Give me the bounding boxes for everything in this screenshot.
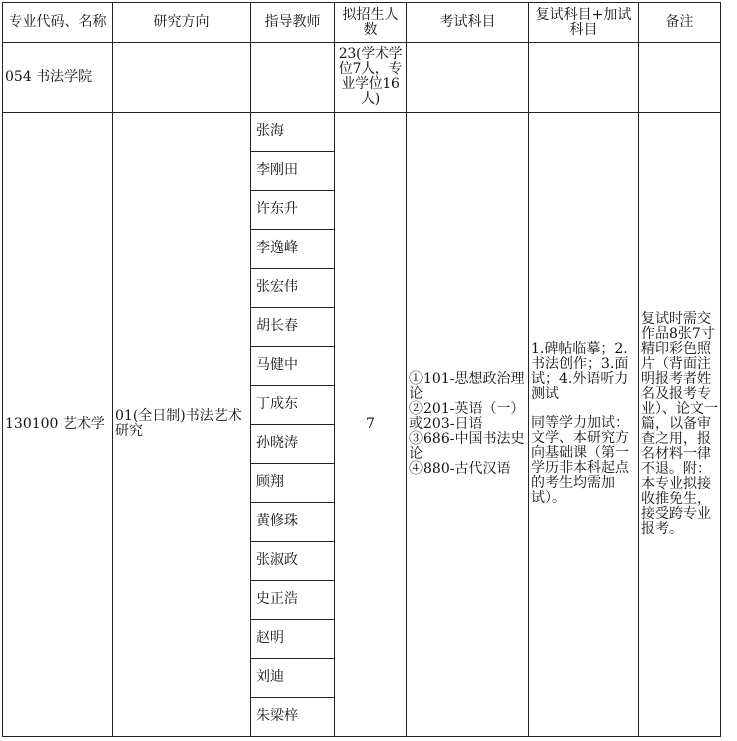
teacher-name: 许东升 xyxy=(251,190,335,229)
college-direction-empty xyxy=(113,43,251,113)
header-remarks: 备注 xyxy=(639,3,721,43)
teacher-name: 张宏伟 xyxy=(251,268,335,307)
header-exam-subjects: 考试科目 xyxy=(407,3,529,43)
retest-subjects xyxy=(529,112,639,736)
teacher-name: 马健中 xyxy=(251,346,335,385)
program-row xyxy=(3,112,721,151)
header-research-direction: 研究方向 xyxy=(113,3,251,43)
teacher-name: 黄修珠 xyxy=(251,502,335,541)
teacher-name: 朱梁梓 xyxy=(251,697,335,736)
teacher-name: 赵明 xyxy=(251,619,335,658)
exam-subject-3: ③686-中国书法史论 xyxy=(409,430,525,462)
exam-subject-2: ②201-英语（一）或203-日语 xyxy=(409,400,525,432)
header-retest-subjects: 复试科目+加试科目 xyxy=(529,3,639,43)
college-name: 054 书法学院 xyxy=(3,43,113,113)
retest-part-2: 同等学力加试：文学、本研究方向基础课（第一学历非本科起点的考生均需加试）。 xyxy=(531,415,629,507)
exam-subject-1: ①101-思想政治理论 xyxy=(409,370,525,402)
header-row xyxy=(3,3,721,43)
teacher-name: 史正浩 xyxy=(251,580,335,619)
admissions-table-container xyxy=(2,2,720,737)
college-retest-empty xyxy=(529,43,639,113)
admissions-table xyxy=(2,2,721,737)
teacher-name: 刘迪 xyxy=(251,658,335,697)
header-supervisors: 指导教师 xyxy=(251,3,335,43)
teacher-name: 胡长春 xyxy=(251,307,335,346)
teacher-name: 孙晓涛 xyxy=(251,424,335,463)
remarks: 复试时需交作品8张7寸精印彩色照片（背面注明报考者姓名及报考专业）、论文一篇，以备审查之用，报名材料一律不退。附：本专业拟接收推免生，接受跨专业报考。 xyxy=(639,112,721,736)
major-name: 130100 艺术学 xyxy=(3,112,113,736)
teacher-name: 李逸峰 xyxy=(251,229,335,268)
program-enrollment: 7 xyxy=(335,112,407,736)
teacher-name: 张淑政 xyxy=(251,541,335,580)
retest-part-1: 1.碑帖临摹；2.书法创作；3.面试；4.外语听力测试 xyxy=(531,341,629,403)
college-supervisors-empty xyxy=(251,43,335,113)
college-remarks-empty xyxy=(639,43,721,113)
college-exam-empty xyxy=(407,43,529,113)
header-planned-enrollment: 拟招生人数 xyxy=(335,3,407,43)
teacher-name: 丁成东 xyxy=(251,385,335,424)
exam-subjects xyxy=(407,112,529,736)
college-enrollment: 23(学术学位7人，专业学位16人) xyxy=(335,43,407,113)
research-direction: 01(全日制)书法艺术研究 xyxy=(113,112,251,736)
college-row xyxy=(3,43,721,113)
teacher-name: 张海 xyxy=(251,112,335,151)
teacher-name: 李刚田 xyxy=(251,151,335,190)
exam-subject-4: ④880-古代汉语 xyxy=(409,460,511,477)
header-major-code-name: 专业代码、名称 xyxy=(3,3,113,43)
teacher-name: 顾翔 xyxy=(251,463,335,502)
